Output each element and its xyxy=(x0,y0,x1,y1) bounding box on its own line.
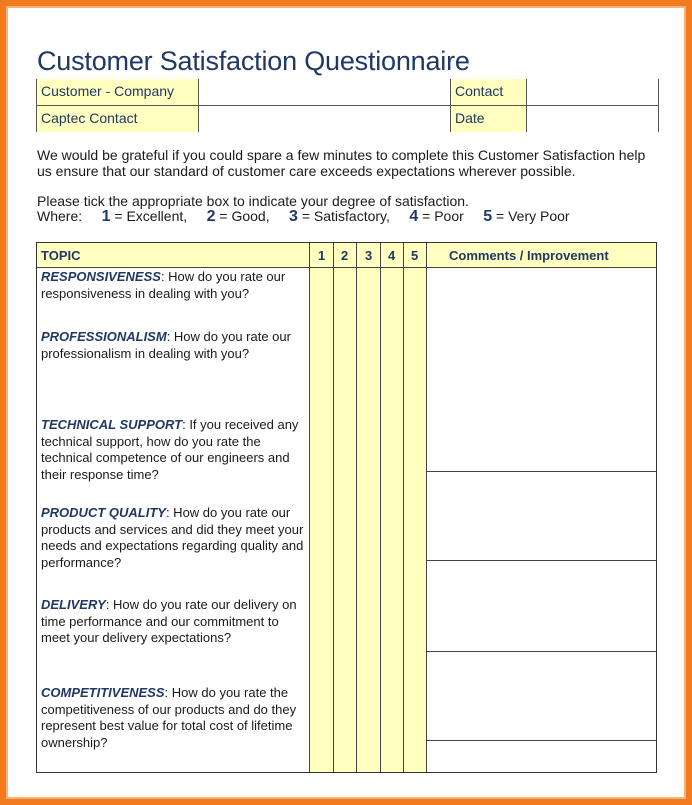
question-text: : How do you rate the competitiveness of our products and do they represent best value for total cost of lifetime ownership? xyxy=(41,685,297,750)
question-competitiveness xyxy=(41,685,309,751)
contact-label: Contact xyxy=(451,79,527,105)
question-text: : How do you rate our delivery on time performance and our commitment to meet your delivery expectations? xyxy=(41,597,297,645)
info-table xyxy=(36,79,659,132)
question-delivery xyxy=(41,597,309,647)
topic-column xyxy=(37,243,310,772)
rating-column-2[interactable] xyxy=(334,243,357,772)
info-row xyxy=(37,79,658,105)
rating-scale-legend xyxy=(37,208,570,226)
rating-column-4[interactable] xyxy=(381,243,404,772)
scale-number: 5 xyxy=(483,208,493,225)
scale-label: = Poor xyxy=(418,208,464,224)
rating-column-3[interactable] xyxy=(357,243,381,772)
scale-label: = Excellent, xyxy=(110,208,188,224)
scale-number: 2 xyxy=(206,208,216,225)
comments-header xyxy=(427,243,656,268)
survey-table xyxy=(36,242,657,773)
rating-column-1[interactable] xyxy=(310,243,334,772)
question-keyword: PRODUCT QUALITY xyxy=(41,505,166,520)
scale-number: 3 xyxy=(289,208,298,225)
question-keyword: TECHNICAL SUPPORT xyxy=(41,417,183,432)
question-keyword: DELIVERY xyxy=(41,597,106,612)
rating-header-label: 4 xyxy=(388,248,396,263)
rating-header xyxy=(334,243,356,268)
rating-header-label: 1 xyxy=(318,248,326,263)
date-field[interactable] xyxy=(527,106,658,132)
rating-header xyxy=(404,243,426,268)
rating-header-label: 2 xyxy=(341,248,349,263)
scale-label: = Satisfactory, xyxy=(297,208,390,224)
instruction-text: Please tick the appropriate box to indicate your degree of satisfaction. xyxy=(37,193,469,209)
question-responsiveness xyxy=(41,269,309,302)
scale-number: 1 xyxy=(101,208,111,225)
rating-header xyxy=(381,243,403,268)
comments-divider xyxy=(427,740,656,741)
question-keyword: PROFESSIONALISM xyxy=(41,329,167,344)
comments-divider xyxy=(427,560,656,561)
scale-prefix: Where: xyxy=(37,208,83,224)
contact-field[interactable] xyxy=(527,79,658,105)
customer-company-label: Customer - Company xyxy=(37,79,199,105)
rating-header-label: 3 xyxy=(365,248,373,263)
topic-header-label: TOPIC xyxy=(41,248,81,263)
info-row xyxy=(37,105,658,132)
customer-company-field[interactable] xyxy=(199,79,451,105)
comments-divider xyxy=(427,651,656,652)
question-text: : How do you rate our products and services and did they meet your needs and expectations regarding quality and performance? xyxy=(41,505,304,570)
scale-number: 4 xyxy=(409,208,419,225)
comments-divider xyxy=(427,471,656,472)
question-text: : How do you rate our professionalism in dealing with you? xyxy=(41,329,291,361)
comments-header-label: Comments / Improvement xyxy=(449,248,609,263)
rating-header xyxy=(357,243,380,268)
topic-header xyxy=(37,243,309,268)
question-text: : How do you rate our responsiveness in dealing with you? xyxy=(41,269,286,301)
question-product-quality xyxy=(41,505,309,571)
captec-contact-field[interactable] xyxy=(199,106,451,132)
scale-label: = Very Poor xyxy=(492,208,570,224)
question-keyword: RESPONSIVENESS xyxy=(41,269,161,284)
captec-contact-label: Captec Contact xyxy=(37,106,199,132)
comments-column xyxy=(427,243,656,772)
question-text: : If you received any technical support, how do you rate the technical competence of our engineers and their response time? xyxy=(41,417,299,482)
intro-text: We would be grateful if you could spare a few minutes to complete this Customer Satisfaction help us ensure that our standard of customer care exceeds expectations wherever possible. xyxy=(37,147,646,179)
date-label: Date xyxy=(451,106,527,132)
rating-header xyxy=(310,243,333,268)
question-professionalism xyxy=(41,329,309,362)
scale-label: = Good, xyxy=(215,208,270,224)
rating-header-label: 5 xyxy=(411,248,419,263)
question-keyword: COMPETITIVENESS xyxy=(41,685,165,700)
page-title: Customer Satisfaction Questionnaire xyxy=(37,46,470,76)
rating-column-5[interactable] xyxy=(404,243,427,772)
question-technical-support xyxy=(41,417,309,483)
